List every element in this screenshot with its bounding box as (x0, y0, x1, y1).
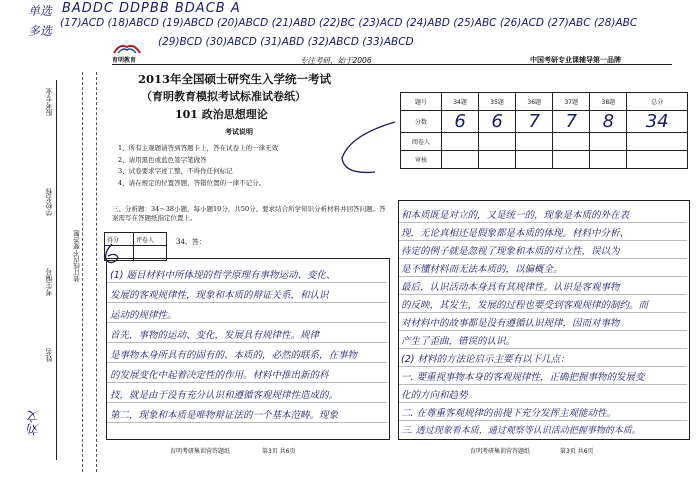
exam-note-item: 4、请在规定的位置答题，答错位置的一律不记分。 (118, 178, 266, 187)
binding-line-label: 装订线内不要答题 (73, 230, 81, 282)
ruled-line (107, 282, 387, 283)
exam-note-item: 2、请用黑色或蓝色签字笔做答 (118, 155, 207, 164)
answer-line: 技，就是由于没有充分认识和遵循客观规律性造成的。 (110, 390, 339, 401)
ruled-line (107, 322, 387, 323)
ruled-line (399, 276, 687, 277)
score-table-row-label: 阅卷人 (401, 133, 442, 151)
handwritten-mark-icon (330, 120, 410, 180)
handwritten-score: 8 (590, 111, 627, 133)
side-label-school: 学校名称 (45, 188, 53, 216)
ruled-line (399, 222, 687, 223)
score-table-cell (516, 151, 553, 169)
answer-line: 对材料中的故事都是没有遵循认识规律，因而对事物 (401, 318, 620, 329)
footer-left-page: 第3页 共6页 (262, 448, 296, 455)
answer-line: 的反映，其发生，发展的过程也要受到客观规律的制约。而 (401, 300, 649, 311)
handwritten-score: 7 (516, 111, 553, 133)
answer-line: 最后，认识活动本身具有其规律性。认识是客观事物 (401, 282, 620, 293)
ruled-line (399, 402, 687, 403)
ruled-line (107, 362, 387, 363)
score-table-column: 37题 (553, 93, 590, 111)
exam-notes-list (118, 143, 278, 189)
footer-left-name: 育明考研集训营答题纸 (170, 448, 231, 455)
score-table-cell (553, 151, 590, 169)
logo-icon (112, 40, 142, 54)
side-label-major: 报考专业 (45, 88, 53, 116)
ruled-line (107, 342, 387, 343)
exam-subtitle: （育明教育模拟考试标准试卷纸） (141, 90, 306, 103)
answer-line: 是事物本身所具有的固有的、本质的，必然的联系，在事物 (110, 350, 358, 361)
exam-note-item: 3、试卷要求字迹工整，不得作任何标记 (118, 167, 233, 175)
answer-line: 产生了歪曲，错误的认识。 (401, 336, 516, 347)
answer-line: 首先，事物的运动、变化，发展具有规律性。规律 (110, 330, 320, 341)
answer-line: 二. 在尊重客观规律的前提下充分发挥主观能动性。 (401, 408, 617, 419)
score-table-cell (590, 133, 627, 151)
score-table-cell (479, 133, 516, 151)
multi-choice-answers-line1: (17)ACD (18)ABCD (19)ABCD (20)ABCD (21)ABD (22)BC (23)ACD (24)ABD (25)ABC (26)ACD (27)ABC (28)ABC (60, 17, 638, 29)
answer-line: 发展的客观规律性，现象和本质的辩证关系，和认识 (110, 290, 329, 301)
exam-subject: 101 政治思想理论 (175, 108, 268, 121)
answer-line: 是不懂材料而无法本质的，以偏概全。 (401, 264, 563, 275)
multi-choice-answers-line2: (29)BCD (30)ABCD (31)ABD (32)ABCD (33)ABCD (158, 36, 414, 48)
score-table-column: 35题 (479, 93, 516, 111)
binding-dashed-line (96, 72, 97, 472)
side-label-name: 姓名 (45, 348, 53, 362)
ruled-line (107, 302, 387, 303)
ruled-line (399, 258, 687, 259)
handwritten-signature: 刘文 (28, 410, 43, 436)
binding-dashed-line (82, 72, 83, 472)
answer-line: 三. 透过现象看本质，通过观察等认识活动把握事物的本质。 (401, 426, 641, 436)
answer-line: 现，无论真相还是假象都是本质的体现。材料中分析、 (401, 228, 630, 239)
ruled-line (107, 402, 387, 403)
score-table-cell (479, 151, 516, 169)
score-table-cell (442, 133, 479, 151)
exam-title: 2013年全国硕士研究生入学统一考试 (138, 72, 332, 86)
handwritten-score: 6 (479, 111, 516, 133)
score-table-cell (627, 133, 688, 151)
grader-table-label: 得分 (105, 233, 134, 246)
score-table-column: 38题 (590, 93, 627, 111)
footer-right-name: 育明考研集训营答题纸 (470, 448, 531, 455)
answer-line: (1) 题目材料中所体现的哲学原理有事物运动、变化、 (110, 270, 336, 281)
ruled-line (399, 420, 687, 421)
answer-line: 和本质既是对立的，又是统一的，现象是本质的外在表 (401, 210, 630, 221)
section-instruction: 三、分析题：34～38小题，每小题10分，共50分。要求结合所学知识分析材料并回答问题。答案需写在答题纸指定位置上。 (112, 205, 386, 222)
answer-line: 的发展变化中起着决定性的作用。材料中推出新的科 (110, 370, 329, 381)
score-table-column: 总分 (627, 93, 688, 111)
multi-choice-label: 多选 (28, 24, 53, 38)
question-label: 34、答： (176, 238, 206, 246)
score-table-cell (627, 151, 688, 169)
handwritten-score: 7 (553, 111, 590, 133)
answer-line: 第二，现象和本质是唯物辩证法的一个基本范畴。现象 (110, 410, 339, 421)
exam-note-item: 1、所有主观题请答到答题卡上，答在试卷上的一律无效 (118, 144, 279, 152)
ruled-line (399, 348, 687, 349)
logo-text: 育明教育 (112, 57, 137, 64)
score-table-cell (590, 151, 627, 169)
ruled-line (399, 294, 687, 295)
ruled-line (107, 382, 387, 383)
ruled-line (399, 240, 687, 241)
answer-line: (2) 材料的方法论启示主要有以下几点： (401, 354, 570, 365)
ruled-line (399, 366, 687, 367)
score-table (400, 92, 688, 169)
exam-notes-heading: 考试说明 (225, 127, 253, 136)
score-table-cell (442, 151, 479, 169)
ruled-line (107, 422, 387, 423)
answer-line: 化的方向和趋势 (401, 390, 468, 401)
ruled-line (399, 312, 687, 313)
score-table-row-label: 审核 (401, 151, 442, 169)
ruled-line (399, 384, 687, 385)
score-table-cell (553, 133, 590, 151)
score-table-row-label: 分数 (401, 111, 442, 133)
side-label-exam-number: 考生编号 (45, 268, 53, 296)
answer-line: 运动的规律性。 (110, 310, 177, 321)
handwritten-score: 6 (442, 111, 479, 133)
side-field-line (56, 80, 57, 460)
score-table-column: 34题 (442, 93, 479, 111)
brand-text: 中国考研专业课辅导第一品牌 (530, 56, 621, 64)
answer-line: 待定的例子就是忽视了现象和本质的对立性，误以为 (401, 246, 620, 257)
answer-line: 一. 要重视事物本身的客观规律性，正确把握事物的发展变 (401, 372, 645, 383)
slogan: 专注考研，始于2006 (300, 56, 372, 65)
handwritten-score: 34 (627, 111, 688, 133)
ruled-line (399, 330, 687, 331)
header-rule (112, 64, 672, 65)
footer-right-page: 第3页 共6页 (560, 448, 594, 455)
single-choice-answers: BADDC DDPBB BDACB A (62, 1, 241, 16)
grader-table-label: 评卷人 (134, 233, 167, 246)
score-table-header: 题号 (401, 93, 442, 111)
score-table-column: 36题 (516, 93, 553, 111)
single-choice-label: 单选 (28, 4, 53, 18)
score-table-cell (516, 133, 553, 151)
